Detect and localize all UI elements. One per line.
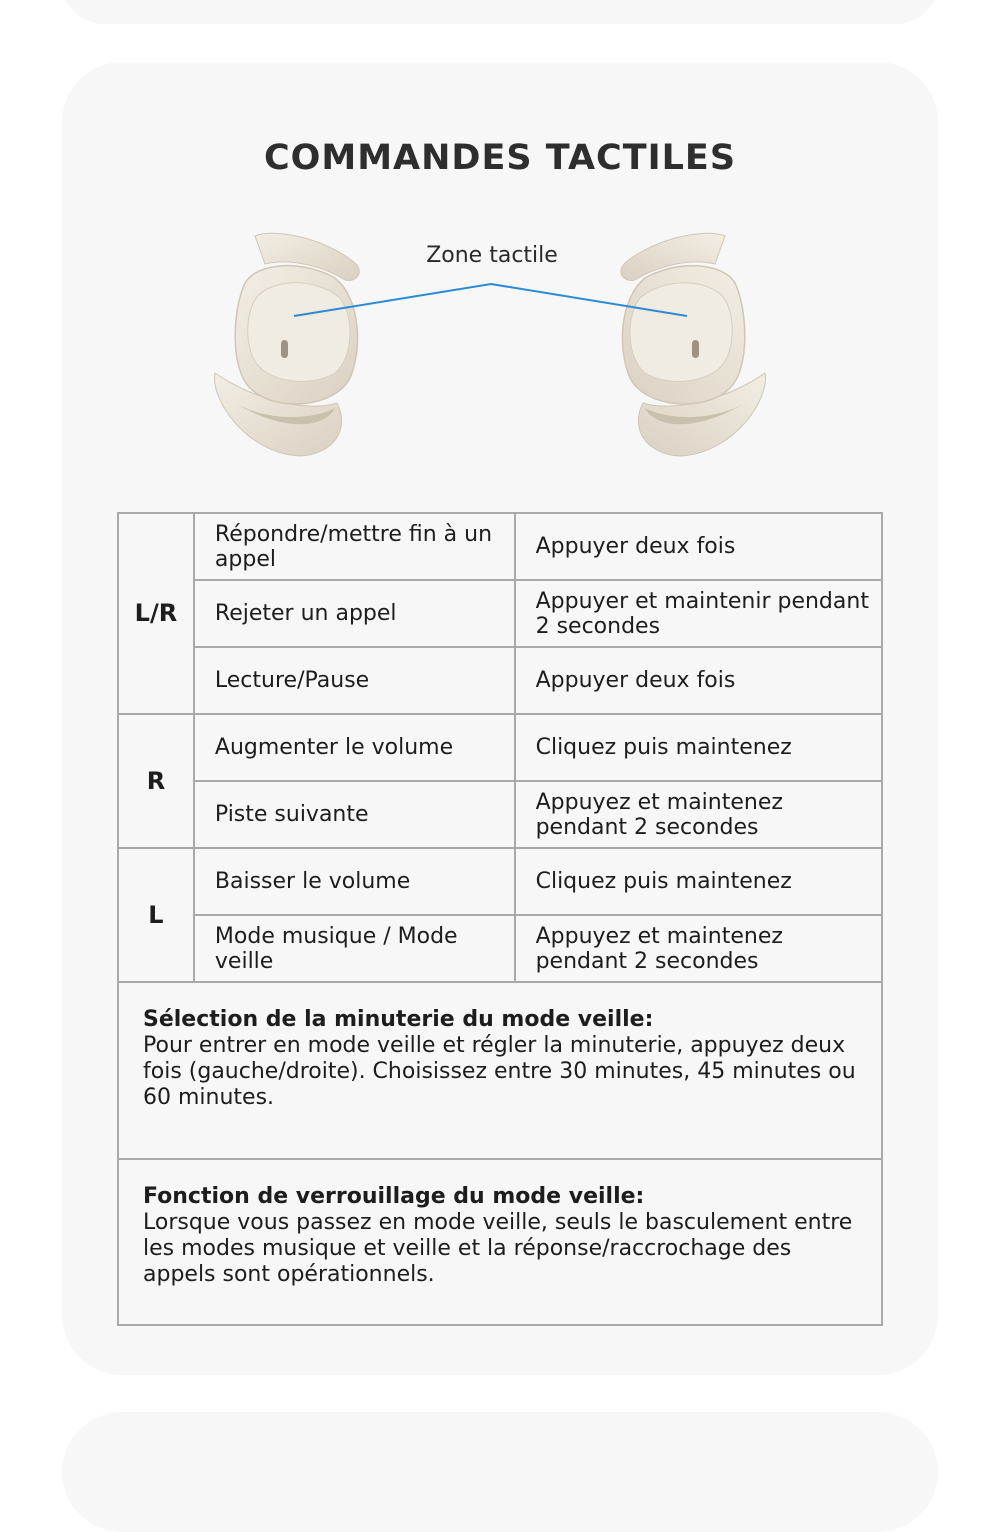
action-cell: Rejeter un appel xyxy=(194,580,515,647)
side-label: R xyxy=(118,714,194,848)
gesture-cell: Appuyer et maintenir pendant 2 secondes xyxy=(515,580,882,647)
action-cell: Mode musique / Mode veille xyxy=(194,915,515,982)
action-cell: Baisser le volume xyxy=(194,848,515,915)
side-label: L/R xyxy=(118,513,194,714)
table-row xyxy=(118,647,882,714)
gesture-cell: Appuyez et maintenez pendant 2 secondes xyxy=(515,915,882,982)
gesture-cell: Appuyez et maintenez pendant 2 secondes xyxy=(515,781,882,848)
gesture-cell: Cliquez puis maintenez xyxy=(515,714,882,781)
note-body: Lorsque vous passez en mode veille, seuls le basculement entre les modes musique et veille et la réponse/raccrochage des appels sont opérationnels. xyxy=(143,1210,853,1287)
sleep-lock-note xyxy=(118,1159,882,1325)
table-row xyxy=(118,714,882,781)
table-row xyxy=(118,915,882,982)
note-body: Pour entrer en mode veille et régler la minuterie, appuyez deux fois (gauche/droite). Choisissez entre 30 minutes, 45 minutes ou 60 minutes. xyxy=(143,1033,856,1110)
sleep-timer-note xyxy=(118,982,882,1159)
table-row xyxy=(118,781,882,848)
gesture-cell: Appuyer deux fois xyxy=(515,647,882,714)
gesture-cell: Cliquez puis maintenez xyxy=(515,848,882,915)
next-card xyxy=(62,1412,938,1532)
action-cell: Lecture/Pause xyxy=(194,647,515,714)
note-title: Sélection de la minuterie du mode veille: xyxy=(143,1007,654,1032)
action-cell: Augmenter le volume xyxy=(194,714,515,781)
action-cell: Piste suivante xyxy=(194,781,515,848)
touch-controls-table xyxy=(117,512,883,1326)
table-row xyxy=(118,513,882,580)
touch-zone-pointer-lines xyxy=(0,0,1000,400)
note-row xyxy=(118,1159,882,1325)
note-title: Fonction de verrouillage du mode veille: xyxy=(143,1184,645,1209)
table-row xyxy=(118,580,882,647)
note-row xyxy=(118,982,882,1159)
table-row xyxy=(118,848,882,915)
side-label: L xyxy=(118,848,194,982)
touch-zone-label: Zone tactile xyxy=(426,243,558,268)
gesture-cell: Appuyer deux fois xyxy=(515,513,882,580)
action-cell: Répondre/mettre fin à un appel xyxy=(194,513,515,580)
page-title: COMMANDES TACTILES xyxy=(263,138,737,178)
